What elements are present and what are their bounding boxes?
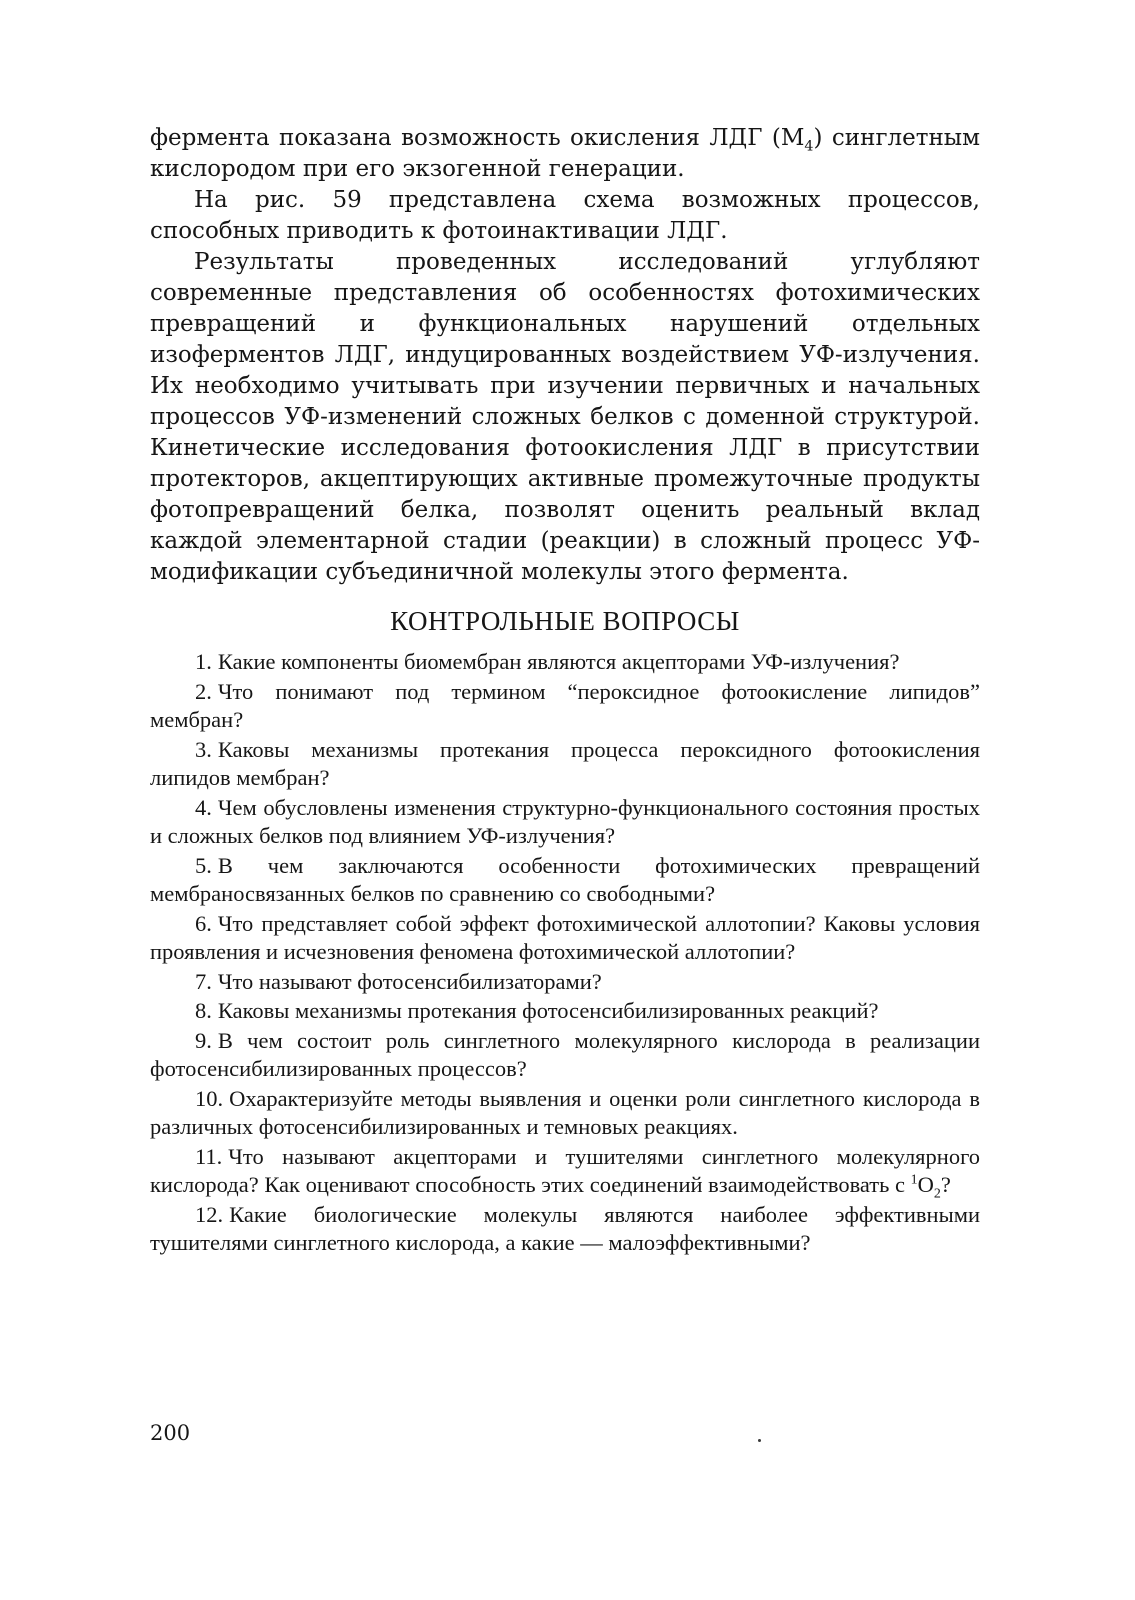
question-item — [150, 910, 980, 967]
question-item — [150, 678, 980, 735]
text-run: Каковы механизмы протекания процесса пероксидного фотоокисления липидов мембран? — [150, 736, 980, 790]
text-run: Какие биологические молекулы являются наиболее эффективными тушителями синглетного кислорода, а какие — малоэффективными? — [150, 1201, 980, 1255]
question-item — [150, 1201, 980, 1258]
text-run: На рис. 59 представлена схема возможных процессов, способных приводить к фотоинактивации ЛДГ. — [150, 187, 980, 244]
question-number: 8. — [195, 998, 212, 1023]
question-item — [150, 1143, 980, 1200]
question-item — [150, 736, 980, 793]
scan-speck — [758, 1439, 761, 1442]
question-number: 5. — [195, 852, 212, 878]
question-number: 10. — [195, 1085, 224, 1111]
text-run: Результаты проведенных исследований углубляют современные представления об особенностях фотохимических превращений и функциональных нарушений отдельных изоферментов ЛДГ, индуцированных воздействием УФ-излучения. Их необходимо учитывать при изучении первичных и начальных процессов УФ-изменений сложных белков с доменной структурой. Кинетические исследования фотоокисления ЛДГ в присутствии протекторов, акцептирующих активные промежуточные продукты фотопревращений белка, позволят оценить реальный вклад каждой элементарной стадии (реакции) в сложный процесс УФ-модификации субъединичной молекулы этого фермента. — [150, 249, 980, 585]
question-number: 7. — [195, 968, 212, 994]
paragraph — [150, 247, 980, 588]
question-number: 2. — [195, 678, 212, 704]
question-number: 4. — [195, 794, 212, 820]
subscript: 2 — [933, 1186, 941, 1202]
superscript: 1 — [910, 1172, 918, 1188]
text-run: фермента показана возможность окисления ЛДГ (М — [150, 125, 805, 151]
question-item — [150, 794, 980, 851]
text-run: ) синглетным кислородом при его экзогенной генерации. — [150, 125, 980, 182]
page-number: 200 — [150, 1421, 191, 1445]
text-run: Что понимают под термином “пероксидное фотоокисление липидов” мембран? — [150, 678, 980, 732]
question-item — [150, 1027, 980, 1084]
text-run: Охарактеризуйте методы выявления и оценки роли синглетного кислорода в различных фотосенсибилизированных и темновых реакциях. — [150, 1085, 980, 1139]
paragraph — [150, 123, 980, 185]
question-number: 3. — [195, 736, 212, 762]
text-run: Что представляет собой эффект фотохимической аллотопии? Каковы условия проявления и исчезновения феномена фотохимической аллотопии? — [150, 910, 980, 964]
question-number: 1. — [195, 649, 212, 674]
question-number: 11. — [195, 1143, 223, 1169]
question-number: 9. — [195, 1027, 212, 1053]
question-item — [150, 852, 980, 909]
paragraph — [150, 185, 980, 247]
text-run: Чем обусловлены изменения структурно-функционального состояния простых и сложных белков под влиянием УФ-излучения? — [150, 794, 980, 848]
question-item — [150, 648, 980, 677]
text-run: О — [917, 1172, 934, 1197]
question-item — [150, 997, 980, 1026]
text-run: Какие компоненты биомембран являются акцепторами УФ-излучения? — [217, 649, 900, 674]
section-title: КОНТРОЛЬНЫЕ ВОПРОСЫ — [390, 606, 740, 636]
question-item — [150, 1085, 980, 1142]
page-body — [150, 123, 980, 1259]
questions-list — [150, 648, 980, 1258]
subscript: 4 — [804, 138, 814, 155]
question-number: 6. — [195, 910, 212, 936]
text-run: Что называют фотосенсибилизаторами? — [217, 968, 602, 994]
text-run: ? — [940, 1172, 951, 1197]
body-text — [150, 123, 980, 588]
text-run: Каковы механизмы протекания фотосенсибилизированных реакций? — [217, 998, 879, 1023]
text-run: В чем состоит роль синглетного молекулярного кислорода в реализации фотосенсибилизированных процессов? — [150, 1027, 980, 1081]
question-item — [150, 968, 980, 997]
text-run: Что называют акцепторами и тушителями синглетного молекулярного кислорода? Как оценивают способность этих соединений взаимодействовать с — [150, 1143, 980, 1197]
question-number: 12. — [195, 1201, 224, 1227]
text-run: В чем заключаются особенности фотохимических превращений мембраносвязанных белков по сравнению со свободными? — [150, 852, 980, 906]
